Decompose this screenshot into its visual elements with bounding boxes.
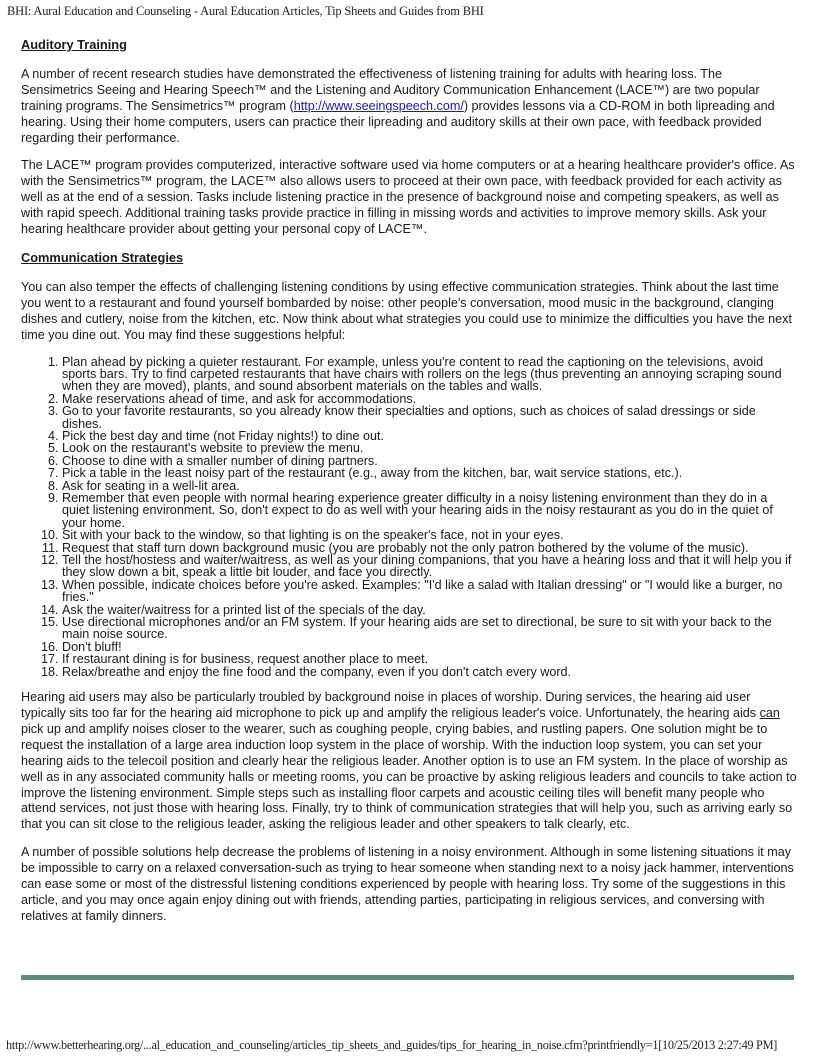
list-item: 16. Don't bluff!: [62, 641, 797, 653]
list-item: 5. Look on the restaurant's website to preview the menu.: [62, 442, 797, 454]
list-item: 17. If restaurant dining is for business, request another place to meet.: [62, 653, 797, 665]
list-item: 10. Sit with your back to the window, so that lighting is on the speaker's face, not in your eyes.: [62, 529, 797, 541]
heading-communication-strategies: Communication Strategies: [21, 249, 184, 265]
list-item: 15. Use directional microphones and/or an FM system. If your hearing aids are set to directional, be sure to sit with your back to the main noise source.: [62, 616, 797, 641]
list-item: 13. When possible, indicate choices before you're asked. Examples: "I'd like a salad with Italian dressing" or "I would like a burger, no fries.": [62, 579, 797, 604]
list-item: 12. Tell the host/hostess and waiter/waitress, as well as your dining companions, that you have a hearing loss and that it will help you if they slow down a bit, speak a little bit louder, and face you directly.: [62, 554, 797, 579]
list-item: 14. Ask the waiter/waitress for a printed list of the specials of the day.: [62, 604, 797, 616]
list-item: 7. Pick a table in the least noisy part of the restaurant (e.g., away from the kitchen, bar, wait service stations, etc.).: [62, 467, 797, 479]
worship-paragraph: [21, 690, 797, 833]
list-item: 8. Ask for seating in a well-lit area.: [62, 480, 797, 492]
list-item: 11. Request that staff turn down background music (you are probably not the only patron bothered by the volume of the music).: [62, 542, 797, 554]
auditory-training-paragraph-2: The LACE™ program provides computerized, interactive software used via home computers or at a hearing healthcare provider's office. As with the Sensimetrics™ program, the LACE™ also allows users to proceed at their own pace, with feedback provided for each activity as well as at the end of a session. Tasks include listening practice in the presence of background noise and competing speakers, as well as with rapid speech. Additional training tasks provide practice in filling in missing words and activities to improve memory skills. Ask your hearing healthcare provider about getting your personal copy of LACE™.: [21, 158, 795, 237]
emphasis-can: can: [759, 705, 780, 720]
section-divider: [21, 975, 794, 980]
article-content: [21, 37, 797, 937]
restaurant-tips-list: [21, 356, 797, 679]
conclusion-paragraph: A number of possible solutions help decrease the problems of listening in a noisy environment. Although in some listening situations it may be impossible to carry on a relaxed conversation-such as trying to hear someone when standing next to a noisy jack hammer, interventions can ease some or most of the distressful listening conditions experienced by people with hearing loss. Try some of the suggestions in this article, and you may once again enjoy dining out with friends, attending parties, participating in religious services, and conversing with relatives at family dinners.: [21, 845, 794, 923]
auditory-training-paragraph-1: [21, 67, 797, 147]
paragraph-text: Hearing aid users may also be particularly troubled by background noise in places of worship. During services, the hearing aid user typically sits too far for the hearing aid microphone to pick up and amplify the religious leader's voice. Unfortunately, the hearing aids: [21, 690, 760, 720]
list-item: 4. Pick the best day and time (not Friday nights!) to dine out.: [62, 430, 797, 442]
list-item: 9. Remember that even people with normal hearing experience greater difficulty in a noisy listening environment than they do in a quiet listening environment. So, don't expect to do as well with your hearing aids in the noisy restaurant as you do in the quiet of your home.: [62, 492, 797, 529]
print-footer-url: http://www.betterhearing.org/...al_education_and_counseling/articles_tip_sheets_and_guides/tips_for_hearing_in_noise.cfm?printfriendly=1[10/25/2013 2:27:49 PM]: [6, 1038, 778, 1052]
list-item: 1. Plan ahead by picking a quieter restaurant. For example, unless you're content to read the captioning on the televisions, avoid sports bars. Try to find carpeted restaurants that have chairs with rollers on the legs (thus preventing an annoying scraping sound when they are moved), plants, and sound absorbent materials on the tables and walls.: [62, 356, 797, 393]
communication-strategies-intro: You can also temper the effects of challenging listening conditions by using effective communication strategies. Think about the last time you went to a restaurant and found yourself bombarded by noise: other people's conversation, mood music in the background, clanging dishes and cutlery, noise from the kitchen, etc. Now think about what strategies you could use to minimize the difficulties you have the next time you dine out. You may find these suggestions helpful:: [21, 279, 792, 342]
paragraph-text: A number of recent research studies have demonstrated the effectiveness of listening training for adults with hearing loss. The Sensimetrics Seeing and Hearing Speech™ and the Listening and Auditory Communication Enhancement (LACE™) are two popular training programs. The Sensimetrics™ program (: [21, 66, 760, 113]
list-item: 3. Go to your favorite restaurants, so you already know their specialties and options, such as choices of salad dressings or side dishes.: [62, 405, 797, 430]
list-item: 18. Relax/breathe and enjoy the fine food and the company, even if you don't catch every word.: [62, 666, 797, 678]
paragraph-text: ) provides lessons via a CD-ROM in both lipreading and hearing. Using their home computers, users can practice their lipreading and auditory skills at their own pace, with feedback provided regarding their performance.: [21, 98, 775, 145]
list-item: 6. Choose to dine with a smaller number of dining partners.: [62, 455, 797, 467]
print-header-title: BHI: Aural Education and Counseling - Aural Education Articles, Tip Sheets and Guides from BHI: [7, 4, 484, 18]
heading-auditory-training: Auditory Training: [21, 37, 127, 52]
list-item: 2. Make reservations ahead of time, and ask for accommodations.: [62, 393, 797, 405]
paragraph-text: pick up and amplify noises closer to the wearer, such as coughing people, crying babies, and rustling papers. One solution might be to request the installation of a large area induction loop system in the place of worship. With the induction loop system, you can set your hearing aids to the telecoil position and clearly hear the religious leader. Another option is to use an FM system. In the place of worship as well as in any associated community halls or meeting rooms, you can be proactive by asking religious leaders and councils to take action to improve the listening environment. Simple steps such as installing floor carpets and acoustic ceiling tiles will benefit many people who attend services, not just those with hearing loss. Finally, try to think of communication strategies that will help you, such as arriving early so that you can sit close to the religious leader, asking the religious leader and other speakers to talk clearly, etc.: [21, 721, 797, 832]
seeingspeech-link[interactable]: http://www.seeingspeech.com/: [293, 98, 464, 113]
